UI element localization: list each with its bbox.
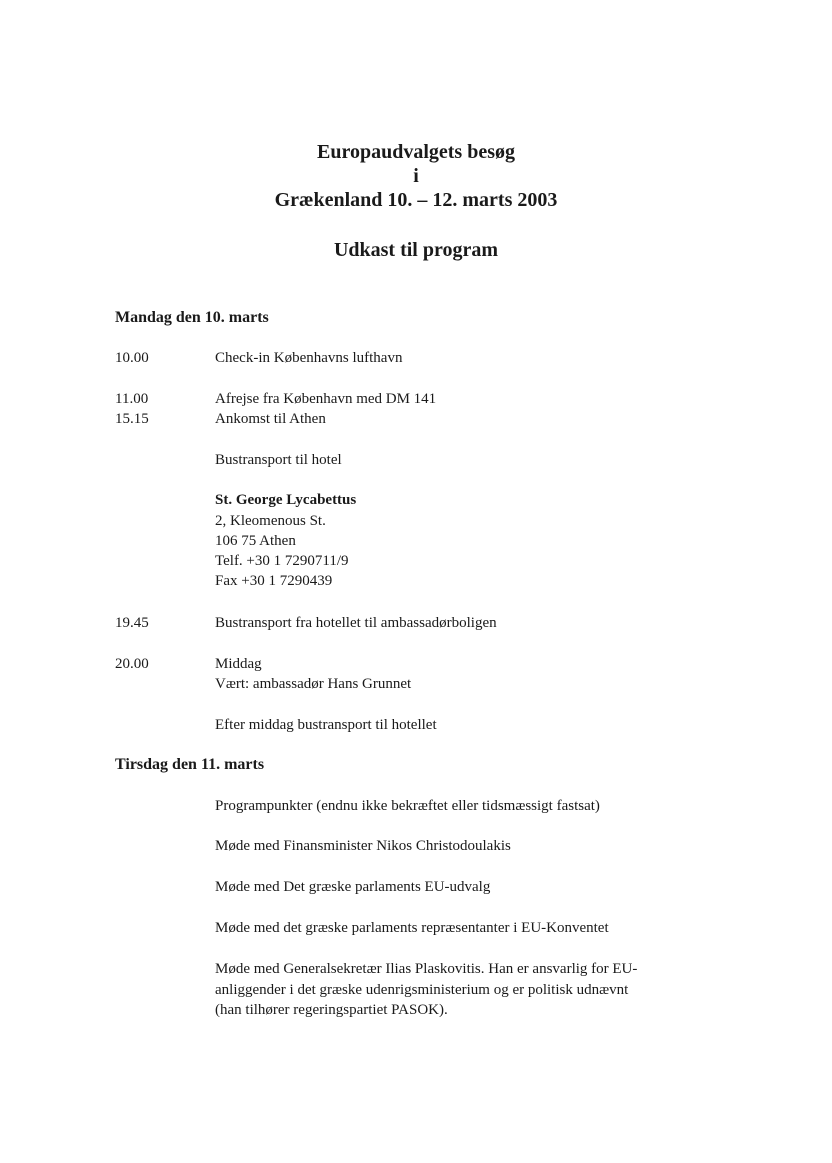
monday-heading: Mandag den 10. marts: [115, 309, 269, 326]
time-label: 15.15: [115, 411, 149, 427]
paragraph-line: anliggender i det græske udenrigsministerium og er politisk udnævnt: [215, 981, 629, 998]
program-item: Møde med Det græske parlaments EU-udvalg: [215, 879, 491, 895]
title-line-3: Grækenland 10. – 12. marts 2003: [274, 189, 558, 211]
program-item: Programpunkter (endnu ikke bekræftet eller tidsmæssigt fastsat): [215, 798, 600, 814]
tuesday-heading: Tirsdag den 11. marts: [115, 756, 265, 773]
time-label: 11.00: [115, 391, 149, 407]
hotel-phone: Telf. +30 1 7290711/9: [215, 553, 349, 569]
hotel-city: 106 75 Athen: [215, 533, 296, 549]
program-item: Møde med det græske parlaments repræsentanter i EU-Konventet: [215, 920, 609, 936]
dinner-host: Vært: ambassadør Hans Grunnet: [215, 676, 412, 692]
paragraph-line: (han tilhører regeringspartiet PASOK).: [215, 1002, 448, 1018]
program-item-paragraph: [215, 959, 715, 1021]
time-label: 20.00: [115, 656, 149, 672]
after-dinner-transport: Efter middag bustransport til hotellet: [215, 717, 437, 733]
title-line-1: Europaudvalgets besøg: [316, 141, 515, 163]
hotel-street: 2, Kleomenous St.: [215, 513, 326, 529]
paragraph-line: Møde med Generalsekretær Ilias Plaskovitis. Han er ansvarlig for EU-: [215, 961, 638, 977]
schedule-entry: Afrejse fra København med DM 141: [215, 391, 437, 407]
schedule-entry: Bustransport fra hotellet til ambassadørboligen: [215, 615, 497, 631]
bus-to-hotel: Bustransport til hotel: [215, 452, 342, 468]
title-line-2: i: [413, 165, 419, 187]
subtitle: Udkast til program: [333, 239, 499, 261]
schedule-entry: Check-in Københavns lufthavn: [215, 350, 403, 366]
schedule-entry: Middag: [215, 656, 262, 672]
hotel-fax: Fax +30 1 7290439: [215, 573, 333, 589]
time-label: 10.00: [115, 350, 149, 366]
hotel-name: St. George Lycabettus: [215, 492, 357, 508]
schedule-entry: Ankomst til Athen: [215, 411, 326, 427]
program-item: Møde med Finansminister Nikos Christodoulakis: [215, 838, 511, 854]
time-label: 19.45: [115, 615, 149, 631]
